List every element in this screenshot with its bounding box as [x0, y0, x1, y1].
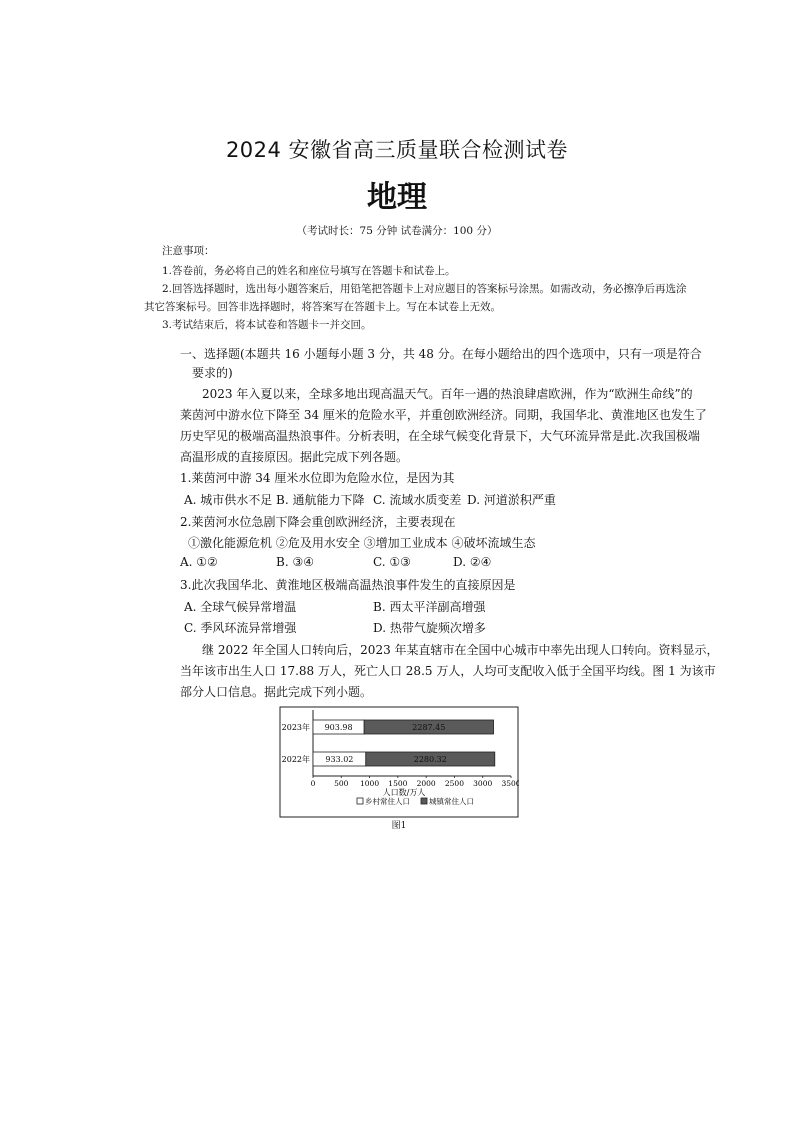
- q1-stem: 1.莱茵河中游 34 厘米水位即为危险水位，是因为其: [180, 471, 455, 485]
- passage1-line-1: 2023 年入夏以来，全球多地出现高温天气。百年一遇的热浪肆虐欧洲，作为“欧洲生命线”的: [202, 387, 693, 401]
- population-chart: [279, 706, 519, 832]
- q2-option-a: A. ①②: [180, 555, 218, 569]
- category-label: 2023年: [281, 723, 310, 732]
- q1-option-c: C. 流域水质变差: [373, 493, 462, 507]
- x-tick-label: 500: [334, 779, 349, 788]
- q2-items: ①激化能源危机 ②危及用水安全 ③增加工业成本 ④破坏流域生态: [188, 536, 536, 550]
- bar-value-label: 2287.45: [412, 723, 446, 732]
- bar-value-label: 2280.32: [413, 755, 447, 764]
- x-tick-label: 3000: [473, 779, 493, 788]
- note-2-line-2: 其它答案标号。回答非选择题时，将答案写在答题卡上。写在本试卷上无效。: [144, 301, 501, 313]
- note-1: 1.答卷前，务必将自己的姓名和座位号填写在答题卡和试卷上。: [162, 265, 456, 277]
- x-tick-label: 1000: [360, 779, 380, 788]
- notes-heading: 注意事项：: [162, 245, 215, 257]
- exam-title: 2024 安徽省高三质量联合检测试卷: [225, 138, 569, 162]
- q1-option-a: A. 城市供水不足: [184, 493, 273, 507]
- q3-option-c: C. 季风环流异常增强: [184, 621, 297, 635]
- population-chart-svg: [279, 706, 519, 818]
- q2-stem: 2.莱茵河水位急剧下降会重创欧洲经济，主要表现在: [180, 515, 456, 529]
- q1-option-d: D. 河道淤积严重: [467, 493, 556, 507]
- passage1-line-3: 历史罕见的极端高温热浪事件。分析表明，在全球气候变化背景下，大气环流异常是此.次我国极端: [180, 429, 700, 443]
- q3-option-d: D. 热带气旋频次增多: [373, 621, 486, 635]
- section-heading-line-1: 一、选择题(本题共 16 小题每小题 3 分，共 48 分。在每小题给出的四个选项中，只有一项是符合: [180, 347, 702, 361]
- passage2-line-2: 当年该市出生人口 17.88 万人，死亡人口 28.5 万人，人均可支配收入低于全国平均线。图 1 为该市: [180, 664, 716, 678]
- x-tick-label: 2500: [444, 779, 464, 788]
- legend-swatch: [421, 798, 427, 804]
- x-tick-label: 1500: [388, 779, 408, 788]
- q2-option-d: D. ②④: [453, 555, 492, 569]
- x-tick-label: 0: [310, 779, 316, 788]
- q1-option-b: B. 通航能力下降: [276, 493, 365, 507]
- q2-option-c: C. ①③: [373, 555, 411, 569]
- passage1-line-2: 莱茵河中游水位下降至 34 厘米的危险水平，并重创欧洲经济。同期，我国华北、黄淮地区也发生了: [180, 408, 707, 422]
- note-3: 3.考试结束后，将本试卷和答题卡一并交回。: [162, 319, 372, 331]
- chart-caption: 图1: [391, 821, 407, 831]
- subject-title: 地理: [367, 180, 427, 215]
- passage2-line-3: 部分人口信息。据此完成下列小题。: [180, 685, 373, 699]
- category-label: 2022年: [281, 755, 310, 764]
- passage2-line-1: 继 2022 年全国人口转向后，2023 年某直辖市在全国中心城市中率先出现人口转向。资料显示，: [202, 643, 719, 657]
- q2-option-b: B. ③④: [276, 555, 314, 569]
- q3-option-a: A. 全球气候异常增温: [184, 600, 297, 614]
- passage1-line-4: 高温形成的直接原因。据此完成下列各题。: [180, 450, 409, 464]
- q3-option-b: B. 西太平洋副高增强: [373, 600, 486, 614]
- exam-meta: （考试时长：75 分钟 试卷满分：100 分）: [296, 225, 498, 237]
- section-heading-line-2: 要求的): [192, 366, 233, 380]
- note-2-line-1: 2.回答选择题时，选出每小题答案后，用铅笔把答题卡上对应题目的答案标号涂黑。如需改动，务必擦净后再选涂: [162, 283, 687, 295]
- legend-label: 乡村常住人口: [365, 797, 410, 806]
- q3-stem: 3.此次我国华北、黄淮地区极端高温热浪事件发生的直接原因是: [180, 578, 516, 592]
- legend-label: 城镇常住人口: [429, 797, 474, 806]
- x-tick-label: 3500: [501, 779, 519, 788]
- x-axis-title: 人口数/万人: [382, 788, 426, 797]
- bar-value-label: 933.02: [325, 755, 354, 764]
- x-tick-label: 2000: [416, 779, 436, 788]
- bar-value-label: 903.98: [324, 723, 353, 732]
- legend-swatch: [357, 798, 363, 804]
